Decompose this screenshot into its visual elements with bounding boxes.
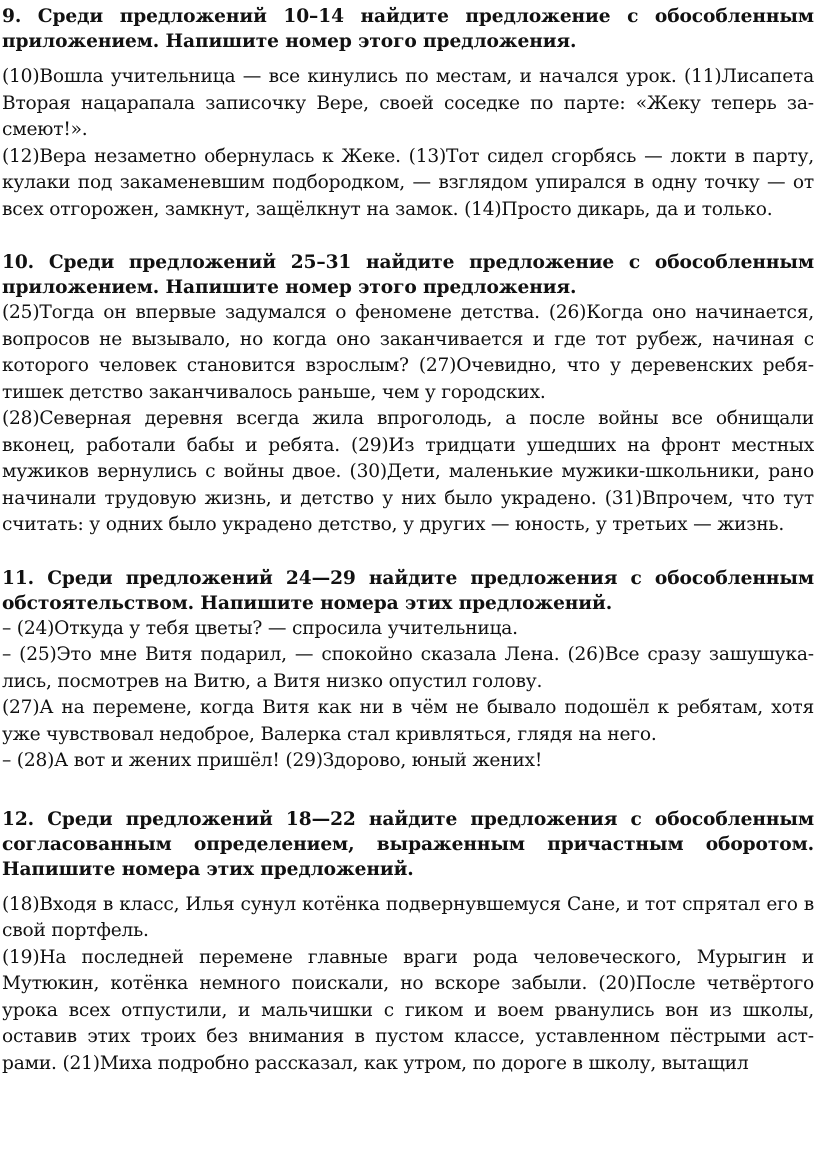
task-12-paragraph-1: (18)Входя в класс, Илья сунул котёнка подвернувшемуся Сане, и тот спрятал его в свой портфель. bbox=[2, 893, 814, 941]
task-12-question: 12. Среди предложений 18—22 найдите предложения с обособленным согласованным определением, выраженным причастным оборотом. Напишите номера этих предложений. bbox=[2, 808, 814, 880]
task-12 bbox=[2, 807, 814, 1078]
task-9 bbox=[2, 4, 814, 223]
task-10 bbox=[2, 250, 814, 539]
task-10-question: 10. Среди предложений 25–31 найдите предложение с обособленным приложением. Напишите номер этого предложения. bbox=[2, 252, 814, 298]
task-11-paragraph-2: – (25)Это мне Витя подарил, — спокойно сказала Лена. (26)Все сразу зашушукались, посмотрев на Витю, а Витя низко опустил голову. bbox=[2, 644, 814, 692]
task-10-paragraph-2: (28)Северная деревня всегда жила впроголодь, а после войны все обнищали вконец, работали бабы и ребята. (29)Из тридцати ушедших на фронт местных мужиков вернулись с войны двое. (30)Дети, маленькие мужики-школьники, рано начинали трудовую жизнь, и детство у них было украдено. (31)Впрочем, что тут считать: у одних было украдено детство, у других — юность, у третьих — жизнь. bbox=[2, 408, 814, 535]
task-9-paragraph-1: (10)Вошла учительница — все кинулись по местам, и начался урок. (11)Лисапета Вторая нацарапала записочку Вере, своей соседке по парте: «Жеку теперь засмеют!». bbox=[2, 66, 814, 140]
task-11 bbox=[2, 566, 814, 775]
task-11-paragraph-3: (27)А на перемене, когда Витя как ни в чём не бывало подошёл к ребятам, хотя уже чувствовал недоброе, Валерка стал кривляться, глядя на него. bbox=[2, 697, 814, 745]
task-11-question: 11. Среди предложений 24—29 найдите предложения с обособленным обстоятельством. Напишите номера этих предложений. bbox=[2, 567, 814, 614]
task-9-question: 9. Среди предложений 10–14 найдите предложение с обособленным приложением. Напишите номер этого предложения. bbox=[2, 6, 814, 52]
task-12-paragraph-2: (19)На последней перемене главные враги рода человеческого, Мурыгин и Мутюкин, котёнка немного поискали, но вскоре забыли. (20)После четвёртого урока всех отпустили, и мальчишки с гиком и воем рванулись вон из школы, оставив этих троих без внимания в пустом классе, уставленном пёстрыми астрами. (21)Миха подробно рассказал, как утром, по дороге в школу, вытащил bbox=[2, 946, 814, 1074]
task-11-paragraph-4: – (28)А вот и жених пришёл! (29)Здорово, юный жених! bbox=[2, 750, 543, 771]
task-10-paragraph-1: (25)Тогда он впервые задумался о феномене детства. (26)Когда оно начинается, вопросов не вызывало, но когда оно заканчивается и где тот рубеж, начиная с которого человек становится взрослым? (27)Очевидно, что у деревенских ребятишек детство заканчивалось раньше, чем у городских. bbox=[2, 302, 814, 403]
task-11-paragraph-1: – (24)Откуда у тебя цветы? — спросила учительница. bbox=[2, 617, 518, 639]
task-9-paragraph-2: (12)Вера незаметно обернулась к Жеке. (13)Тот сидел сгорбясь — локти в парту, кулаки под закаменевшим подбородком, — взглядом упирался в одну точку — от всех отгорожен, замкнут, защёлкнут на замок. (14)Просто дикарь, да и только. bbox=[2, 145, 814, 220]
